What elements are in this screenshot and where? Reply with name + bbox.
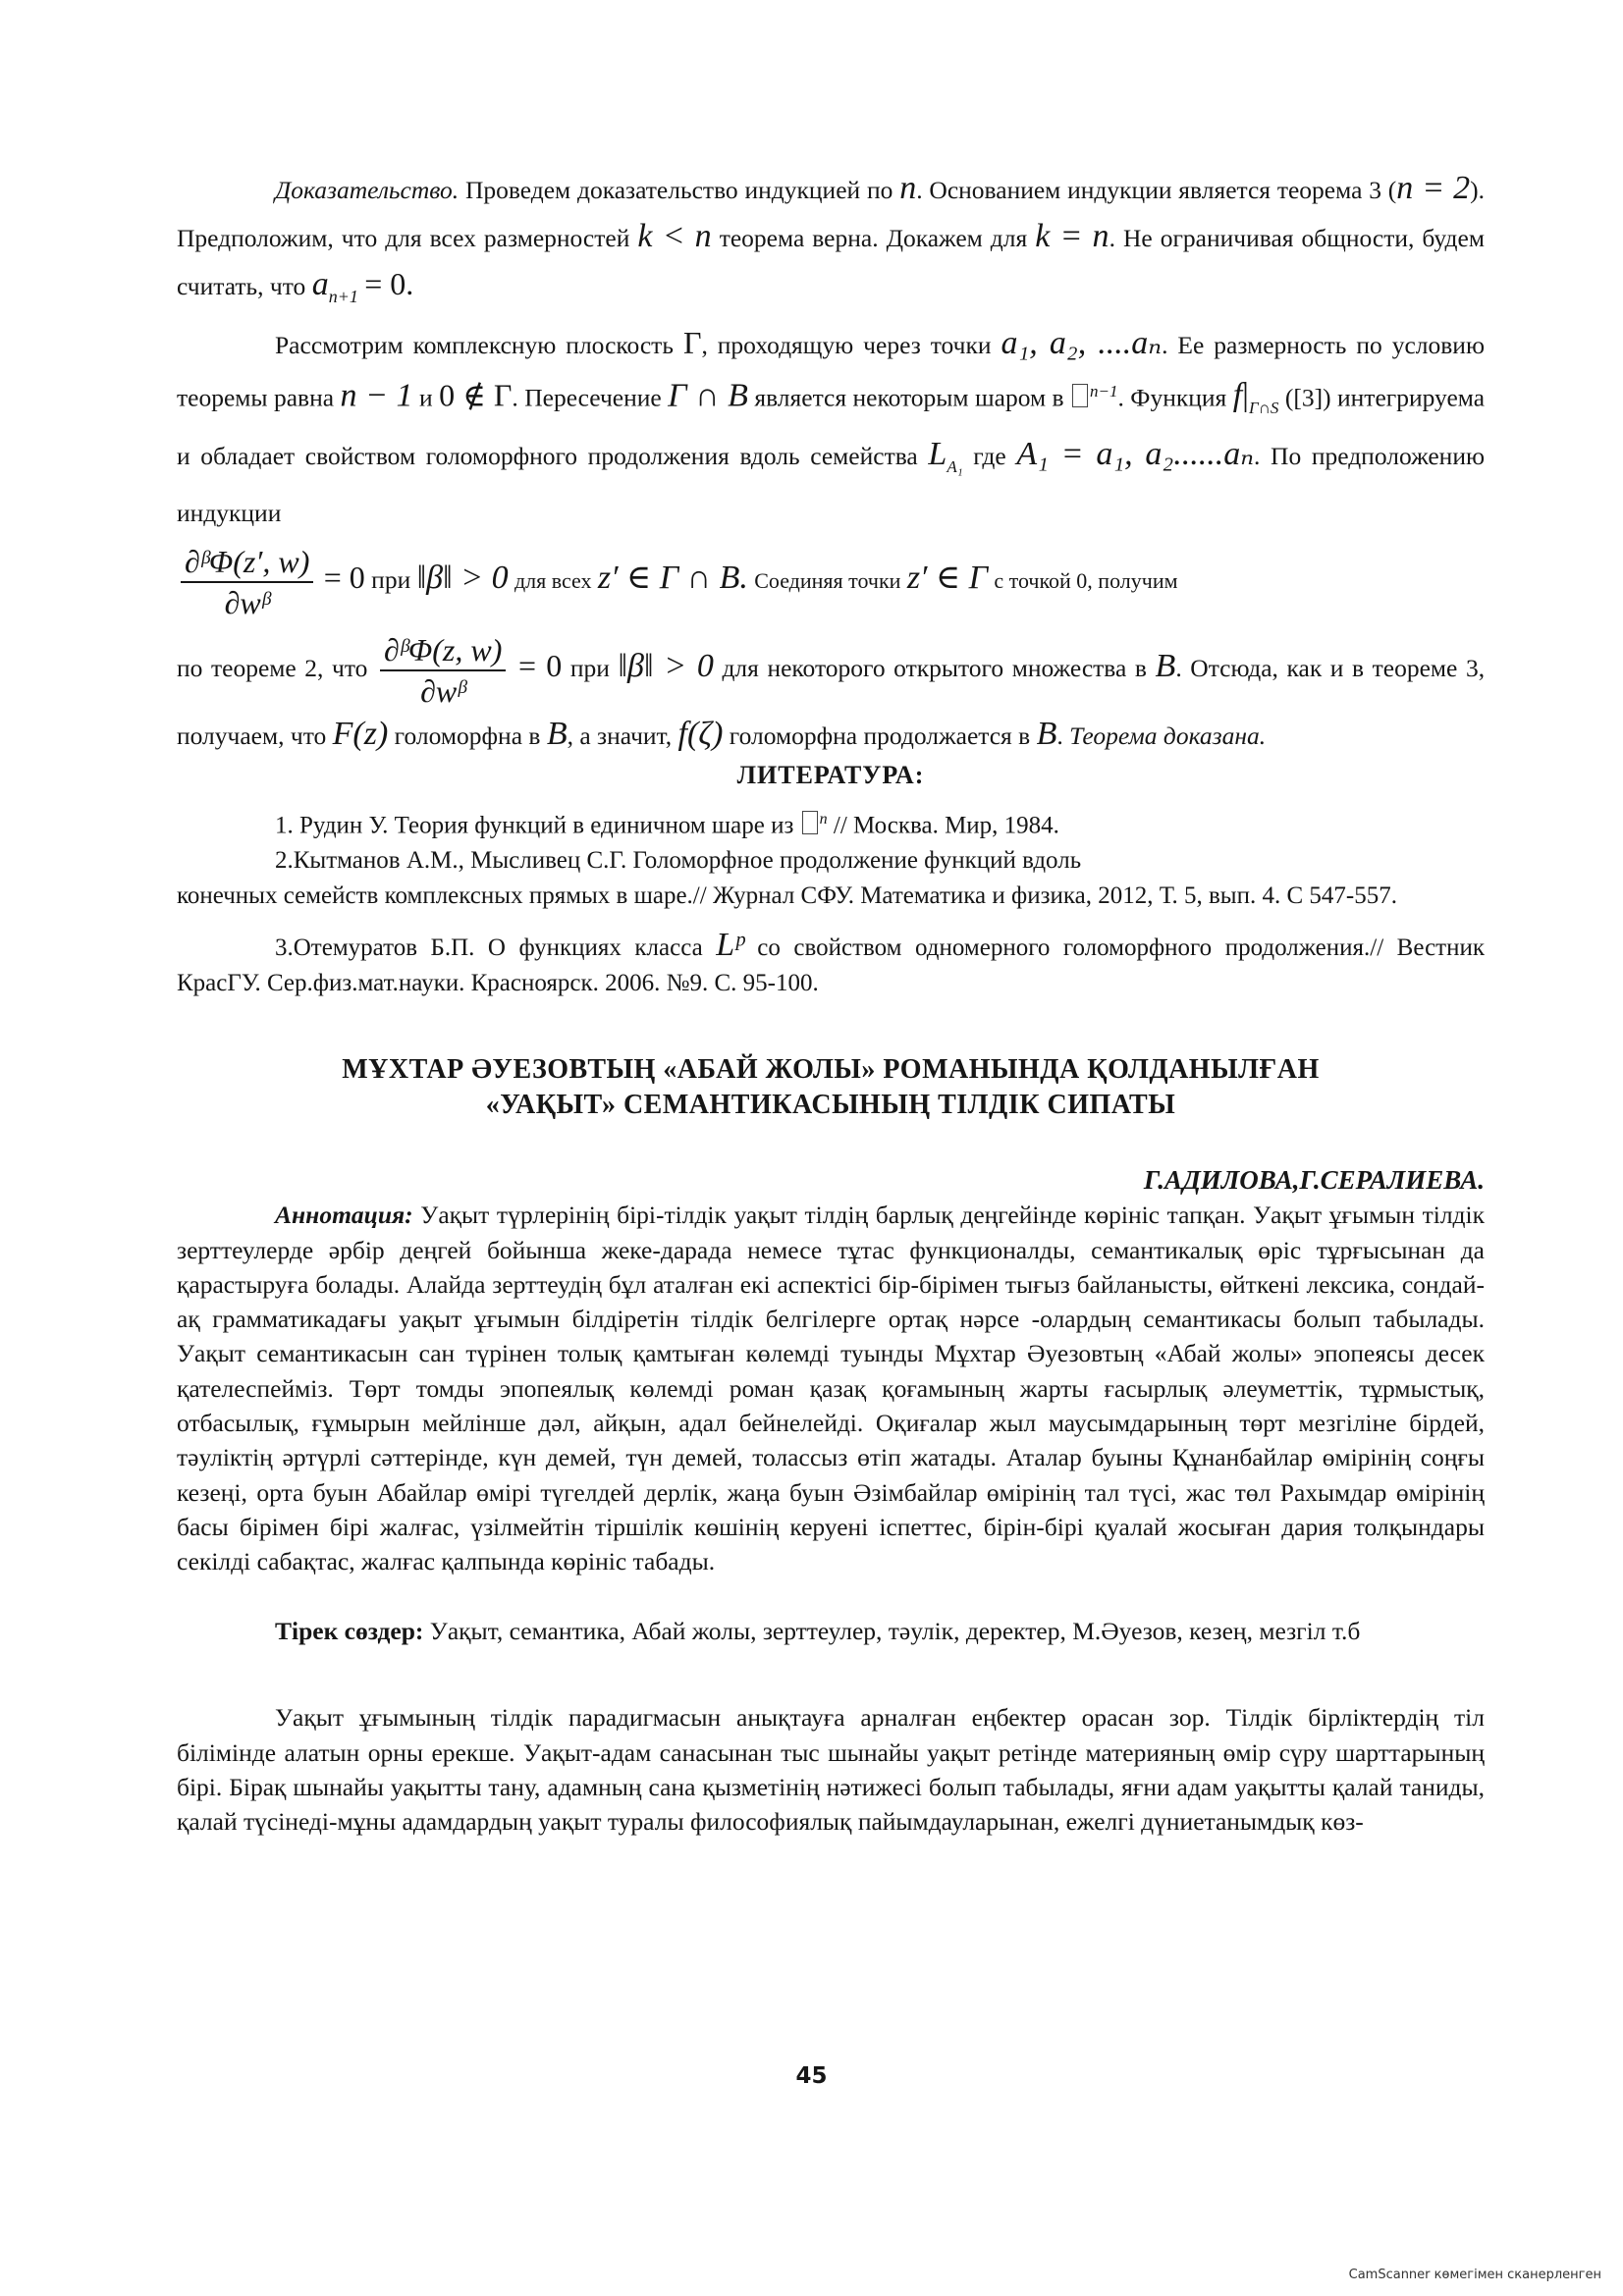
math-Lp: Lᵖ: [716, 927, 744, 964]
reference-item: 2.Кытманов А.М., Мысливец С.Г. Голоморфное продолжение функций вдоль: [275, 847, 1082, 875]
math-z-in-gamma: z′ ∈ Γ: [906, 559, 988, 596]
text-span: , проходящую через точки: [701, 330, 992, 359]
math-gamma: Γ: [682, 324, 702, 360]
fraction-denominator: ∂wᵝ: [224, 584, 270, 620]
page-content: [177, 165, 1485, 1840]
text-span: . Функция: [1117, 383, 1227, 412]
math-sup: n−1: [1090, 381, 1118, 400]
text-span: , а значит,: [567, 721, 673, 750]
text-span: с точкой 0, получим: [994, 567, 1178, 593]
text-span: .: [1056, 721, 1063, 750]
reference-item-cont: конечных семейств комплексных прямых в шаре.// Журнал СФУ. Математика и физика, 2012, Т. 5, вып. 4. С 547-557.: [177, 882, 1397, 910]
math-a: [311, 266, 358, 306]
references-heading: ЛИТЕРАТУРА:: [736, 760, 925, 789]
text-span: 3.Отемуратов Б.П. О функциях класса: [275, 934, 703, 962]
text-span: Соединяя точки: [754, 567, 901, 593]
text-span: голоморфна в: [394, 721, 541, 750]
math-eq-zero: = 0.: [364, 266, 414, 301]
text-span: ([3]) интегрируема и обладает свойством голоморфного продолжения вдоль семейства: [177, 383, 1486, 471]
text-span: Рассмотрим комплексную плоскость: [275, 330, 674, 359]
fraction-numerator: ∂ᵝΦ(z′, w): [181, 542, 313, 583]
text-span: Проведем доказательство индукцией по: [464, 176, 893, 204]
math-notin: 0 ∉ Γ: [439, 377, 513, 413]
text-span: и: [419, 383, 433, 412]
unknown-glyph-icon: [1072, 384, 1088, 407]
text-span: 1. Рудин У. Теория функций в единичном шаре из: [275, 812, 794, 839]
article-title-line: МҰХТАР ӘУЕЗОВТЫҢ «АБАЙ ЖОЛЫ» РОМАНЫНДА ҚОЛДАНЫЛҒАН: [342, 1054, 1320, 1086]
math-points: a₁, a₂, ....aₙ: [1001, 324, 1163, 361]
scanner-watermark: CamScanner көмегімен сканерленген: [1348, 2268, 1601, 2282]
text-span: для всех: [514, 567, 592, 593]
fraction: [181, 542, 313, 622]
fraction-numerator: ∂ᵝΦ(z, w): [380, 630, 506, 671]
induction-paragraph: [177, 542, 1485, 622]
annotation: [177, 1198, 1485, 1578]
math-eq-zero: = 0: [517, 647, 563, 683]
text-span: . Основанием индукции является теорема 3 (: [916, 176, 1397, 204]
math-eq: k = n: [1035, 218, 1109, 254]
text-span: со свойством одномерного голоморфного продолжения.// Вестник КрасГУ. Сер.физ.мат.науки. Красноярск. 2006. №9. С. 95-100.: [177, 934, 1485, 997]
math-condition: ‖β‖ > 0: [618, 647, 714, 684]
math-a-base: a: [311, 266, 329, 302]
text-span: голоморфна продолжается в: [729, 721, 1031, 750]
text-span: ). Предположим, что для всех размерностей: [177, 176, 1486, 252]
math-Fz: F(z): [332, 715, 389, 752]
text-span: // Москва. Мир, 1984.: [833, 812, 1059, 839]
text-span: . Ее размерность по условию теоремы равна: [177, 330, 1486, 412]
fraction-denominator: ∂wᵝ: [420, 672, 466, 709]
theorem-proved: Теорема доказана.: [1069, 721, 1267, 750]
math-a-sub: n+1: [328, 286, 358, 306]
text-span: теорема верна. Докажем для: [719, 224, 1028, 252]
references-list: [177, 802, 1485, 1001]
text-span: при: [371, 564, 411, 594]
math-func-sub: Γ∩S: [1248, 399, 1279, 418]
math-fz: f(ζ): [677, 715, 724, 752]
text-span: Отсюда, как и в теореме 3, получаем, что: [177, 653, 1486, 750]
reference-item: [177, 928, 1485, 1001]
text-span: . Пересечение: [512, 383, 662, 412]
unknown-glyph-icon: [802, 811, 818, 834]
math-intersection: Γ ∩ B: [668, 377, 748, 414]
keywords-text: Уақыт, семантика, Абай жолы, зерттеулер, тәулік, деректер, М.Әуезов, кезең, мезгіл т.б: [429, 1617, 1361, 1646]
annotation-label: Аннотация:: [275, 1201, 413, 1230]
text-span: по теореме 2, что: [177, 653, 368, 682]
text-span: .: [1175, 653, 1182, 682]
article-title: [177, 1052, 1485, 1123]
page-number: 45: [795, 2063, 828, 2089]
math-family: [928, 436, 963, 476]
text-span: при: [569, 653, 610, 682]
annotation-text: Уақыт түрлерінің бірі-тілдік уақыт тілдің барлық деңгейінде көрініс тапқан. Уақыт ұғымын тілдік зерттеулерде әрбір деңгей бойынша жеке-дарада немесе тұтас функционалды, семантикалық өріс тұрғысынан да қарастыруға болады. Алайда зерттеудің бұл аталған екі аспектісі бір-бірімен тығыз байланысты, өйткені лексика, сондай-ақ грамматикадағы уақыт ұғымын білдіретін тілдік белгілерге ортақ нәрсе -олардың семантикасы болып табылады. Уақыт семантикасын сан түрінен толық қамтыған көлемді туынды Мұхтар Әуезовтың «Абай жолы» эпопеясы десек қателеспейміз. Төрт томды эпопеялық көлемді роман қазақ қоғамының жарты ғасырлық әлеуметтік, тұрмыстық, отбасылық, ғұмырын мейлінше дәл, айқын, адал бейнелейді. Оқиғалар жыл маусымдарының төрт мезгіліне бірдей, тәуліктің әртүрлі сәттерінде, күн демей, түн демей, толассыз өтіп жатады. Аталар буыны Құнанбайлар өмірінің соңғы кезеңі, орта буын Абайлар өмірі түгелдей дерлік, жаңа буын Әзімбайлар өмірінің тал түсі, жас төл Рахымдар өмірінің басы бірімен бірі жалғас, үзілмейтін тіршілік көшінің керуені іспеттес, бірін-бірі қуалай жосыған дария толқындары секілді сабақтас, жалғас қалпында көрініс табады.: [177, 1201, 1486, 1576]
text-span: где: [973, 442, 1006, 471]
math-condition: ‖β‖ > 0: [416, 559, 509, 596]
keywords: [177, 1614, 1485, 1649]
math-restriction: $f|_{\Gamma\cap S}$: [1232, 377, 1279, 418]
math-func: f: [1232, 377, 1243, 414]
math-B: B: [1155, 647, 1176, 684]
reference-item: 1. Рудин У. Теория функций в единичном шаре из $^n$ // Москва. Мир, 1984.: [275, 810, 1059, 839]
body-paragraph: Уақыт ұғымының тілдік парадигмасын анықтауға арналған еңбектер орасан зор. Тілдік бірліктердің тіл білімінде алатын орны ерекше. Уақыт-адам санасынан тыс шынайы уақыт ретінде материяның өмір сүру шарттарының бірі. Бірақ шынайы уақытты тану, адамның сана қызметінің нәтижесі болып табылады, яғни адам уақытты қалай таниды, қалай түсінеді-мұны адамдардың уақыт туралы философиялық пайымдауларынан, ежелгі дүниетанымдық көз-: [177, 1703, 1485, 1837]
math-B: B: [546, 715, 568, 752]
article-authors: Г.АДИЛОВА,Г.СЕРАЛИЕВА.: [1143, 1165, 1485, 1196]
math-fam-sub: A₁: [947, 456, 963, 476]
math-eq: n = 2: [1396, 170, 1471, 206]
text-span: . По предположению индукции: [177, 442, 1486, 527]
math-eq-zero: = 0: [323, 559, 365, 595]
math-dim: n − 1: [340, 377, 413, 414]
proof-paragraph: [177, 165, 1485, 320]
math-n: n: [899, 170, 917, 206]
text-span: для некоторого открытого множества в: [722, 653, 1147, 682]
math-a-eq: A₁ = a₁, a₂......aₙ: [1016, 436, 1255, 473]
theorem2-paragraph: [177, 630, 1485, 759]
math-z-in: z′ ∈ Γ ∩ B.: [597, 559, 748, 596]
plane-paragraph: [177, 320, 1485, 536]
proof-label: Доказательство.: [275, 176, 460, 204]
math-fam: L: [928, 436, 947, 473]
text-span: . Не ограничивая общности, будем считать, что: [177, 224, 1485, 300]
math-B: B: [1036, 715, 1057, 752]
article-title-line: «УАҚЫТ» СЕМАНТИКАСЫНЫҢ ТІЛДІК СИПАТЫ: [485, 1090, 1176, 1121]
math-ineq: k < n: [637, 218, 712, 254]
keywords-label: Тірек сөздер:: [275, 1617, 424, 1646]
text-span: является некоторым шаром в: [754, 383, 1064, 412]
fraction: [380, 630, 506, 711]
